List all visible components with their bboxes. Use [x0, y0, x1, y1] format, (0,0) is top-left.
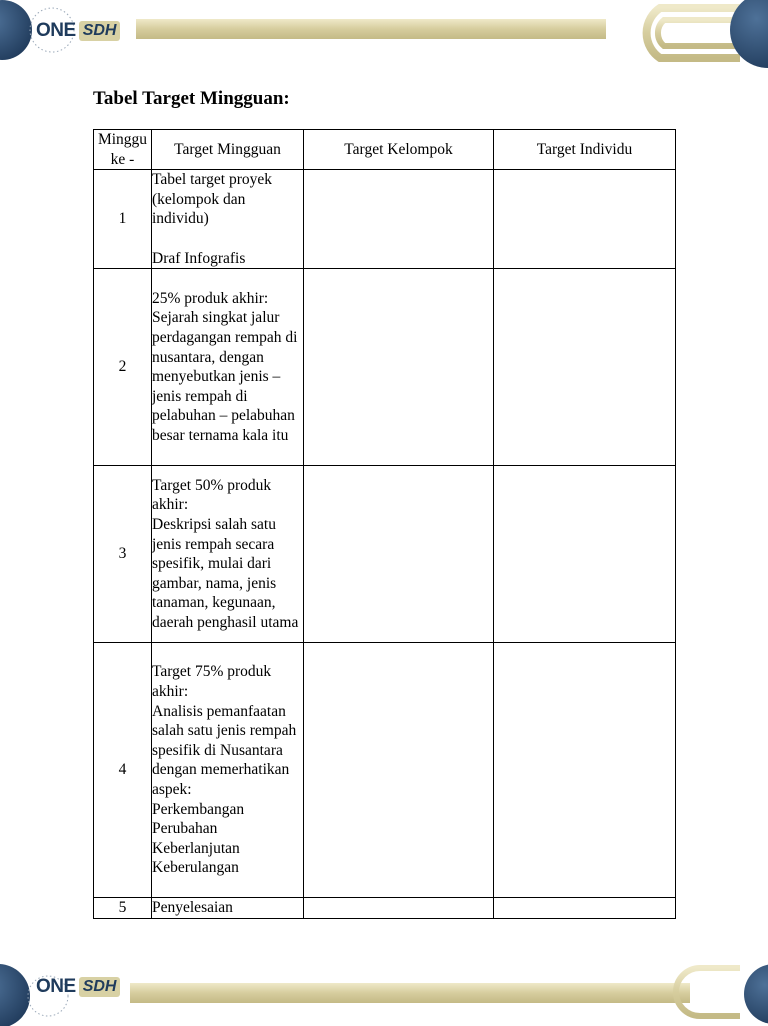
- table-row: [94, 269, 676, 466]
- week-number: 3: [94, 466, 152, 643]
- logo-text-one: ONE: [36, 20, 76, 41]
- week-number: 4: [94, 643, 152, 898]
- footer-left-navy-circle: [0, 964, 30, 1026]
- table-row: [94, 170, 676, 269]
- group-target-cell[interactable]: [304, 898, 494, 919]
- individual-target-cell[interactable]: [494, 466, 676, 643]
- logo-text-sdh: SDH: [79, 977, 121, 997]
- header-left-navy-circle: [0, 0, 32, 60]
- header-gold-ring-inner: [658, 20, 740, 46]
- logo-text-sdh: SDH: [79, 21, 121, 41]
- table-row: [94, 643, 676, 898]
- weekly-target-cell: Target 75% produk akhir: Analisis pemanfaatan salah satu jenis rempah spesifik di Nusantara dengan memerhatikan aspek: Perkembangan Perubahan Keberlanjutan Keberulangan: [152, 643, 304, 898]
- group-target-cell[interactable]: [304, 466, 494, 643]
- table-row: [94, 466, 676, 643]
- header-gold-bar: [136, 19, 606, 39]
- weekly-target-cell: 25% produk akhir: Sejarah singkat jalur perdagangan rempah di nusantara, dengan menyebutkan jenis – jenis rempah di pelabuhan – pelabuhan besar ternama kala itu: [152, 269, 304, 466]
- weekly-target-cell: Tabel target proyek (kelompok dan individu) Draf Infografis: [152, 170, 304, 269]
- week-number: 2: [94, 269, 152, 466]
- header-week: Minggu ke -: [94, 130, 152, 170]
- week-number: 1: [94, 170, 152, 269]
- individual-target-cell[interactable]: [494, 898, 676, 919]
- weekly-target-cell: Target 50% produk akhir: Deskripsi salah satu jenis rempah secara spesifik, mulai dari gambar, nama, jenis tanaman, kegunaan, daerah penghasil utama: [152, 466, 304, 643]
- footer-gold-bar: [130, 983, 690, 1003]
- header-group-target: Target Kelompok: [304, 130, 494, 170]
- group-target-cell[interactable]: [304, 643, 494, 898]
- header-weekly-target: Target Mingguan: [152, 130, 304, 170]
- week-number: 5: [94, 898, 152, 919]
- table-header-row: [94, 130, 676, 170]
- footer-right-navy-circle: [744, 964, 768, 1024]
- logo-text-one: ONE: [36, 976, 76, 997]
- group-target-cell[interactable]: [304, 269, 494, 466]
- table-row: [94, 898, 676, 919]
- individual-target-cell[interactable]: [494, 170, 676, 269]
- header-individual-target: Target Individu: [494, 130, 676, 170]
- individual-target-cell[interactable]: [494, 643, 676, 898]
- onesdh-logo-footer: [36, 970, 120, 1004]
- onesdh-logo: [36, 14, 120, 48]
- group-target-cell[interactable]: [304, 170, 494, 269]
- document-title: Tabel Target Mingguan:: [93, 88, 290, 109]
- weekly-target-table: [93, 129, 676, 919]
- weekly-target-cell: Penyelesaian: [152, 898, 304, 919]
- individual-target-cell[interactable]: [494, 269, 676, 466]
